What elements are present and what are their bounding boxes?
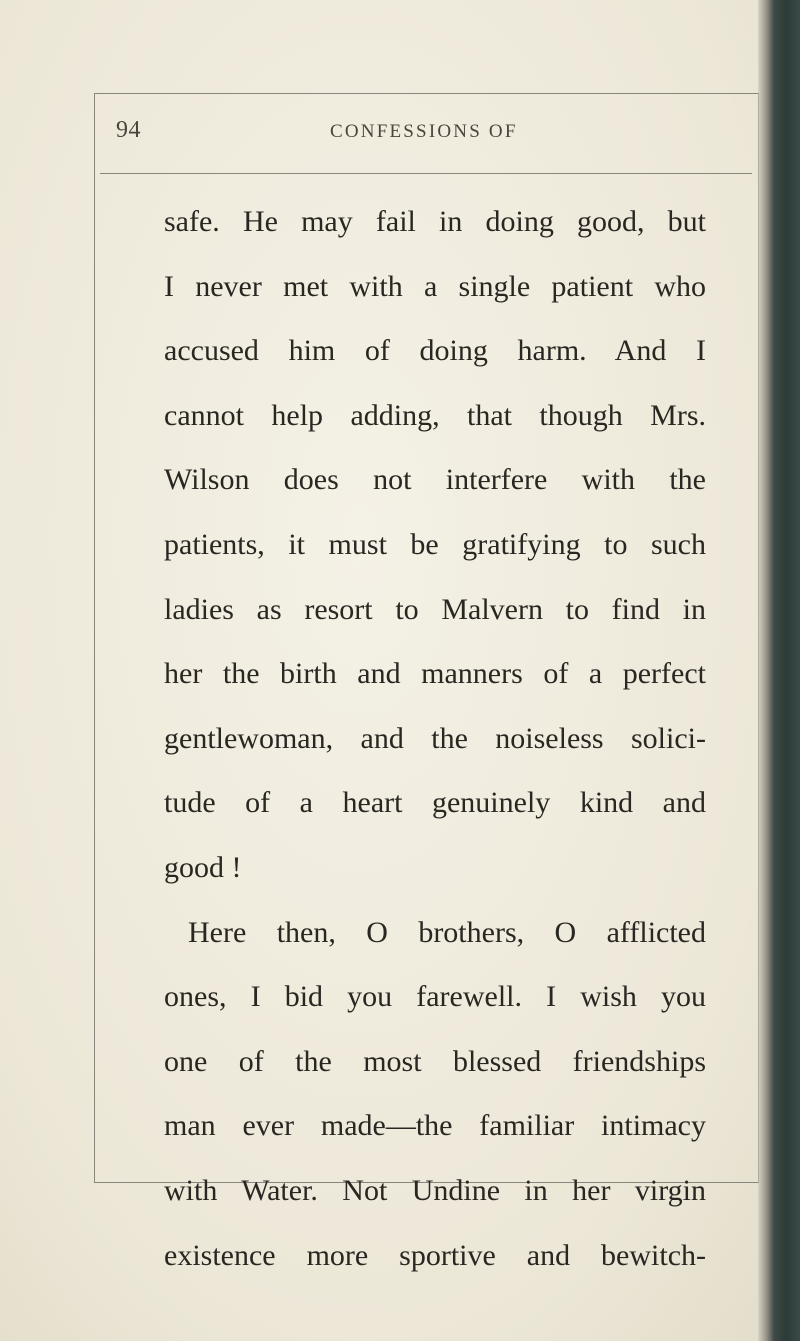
text-line-17: existence more sportive and bewitch- [164,1238,706,1272]
text-line-3: accused him of doing harm. And I [164,334,706,368]
text-line-12: Here then, O brothers, O afflicted [188,915,706,949]
frame-border-right [758,93,759,1183]
page-number: 94 [116,117,141,143]
text-line-11: good ! [164,850,242,884]
text-line-7: ladies as resort to Malvern to find in [164,592,706,626]
text-line-2: I never met with a single patient who [164,269,706,303]
body-text [164,190,706,1288]
text-line-4: cannot help adding, that though Mrs. [164,398,706,432]
frame-border-left [94,93,95,1183]
running-title: CONFESSIONS OF [330,121,518,142]
text-line-9: gentlewoman, and the noiseless solici- [164,721,706,755]
text-line-13: ones, I bid you farewell. I wish you [164,980,706,1014]
frame-border-top [94,93,758,94]
header-rule [100,173,752,174]
text-line-6: patients, it must be gratifying to such [164,527,706,561]
book-spine-edge [758,0,800,1341]
text-line-14: one of the most blessed friendships [164,1044,706,1078]
text-line-1: safe. He may fail in doing good, but [164,205,706,238]
text-line-5: Wilson does not interfere with the [164,463,706,497]
text-line-8: her the birth and manners of a perfect [164,657,706,691]
text-line-15: man ever made—the familiar intimacy [164,1109,706,1143]
text-line-16: with Water. Not Undine in her virgin [164,1173,706,1207]
text-line-10: tude of a heart genuinely kind and [164,786,706,820]
